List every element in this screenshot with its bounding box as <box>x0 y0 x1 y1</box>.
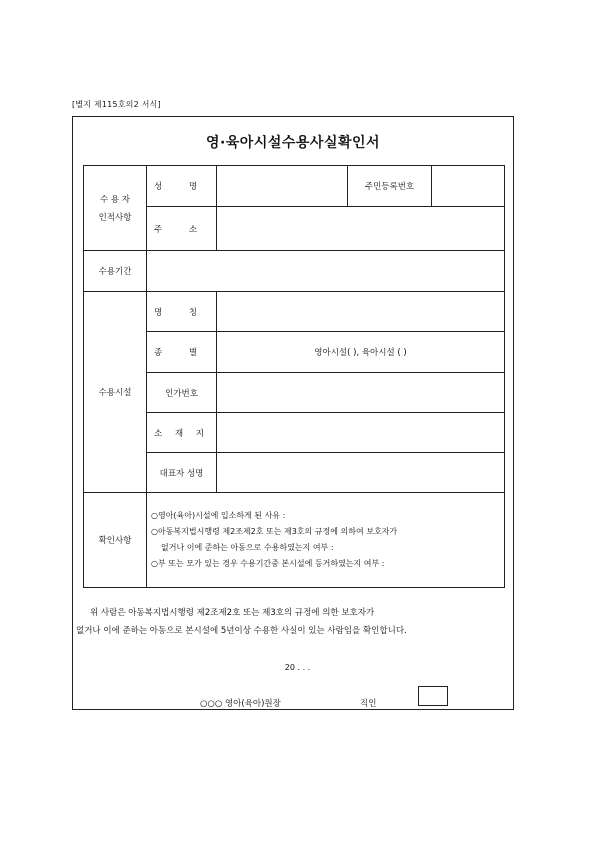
facility-group-label: 수용시설 <box>84 292 147 493</box>
table-row <box>84 453 505 493</box>
location-label: 소 재 지 <box>147 413 217 453</box>
confirm-label: 확인사항 <box>84 493 147 588</box>
rrn-label: 주민등록번호 <box>348 166 432 207</box>
confirm-line: ○부 또는 모가 있는 경우 수용기간중 본시설에 등거하였는지 여부 : <box>151 559 385 568</box>
date-line: 20 . . . <box>284 663 311 672</box>
table-row <box>84 373 505 413</box>
table-row <box>84 332 505 373</box>
table-row <box>84 166 505 207</box>
form-reference: [별지 제115호의2 서식] <box>72 100 161 109</box>
name-label: 성 명 <box>147 166 217 207</box>
location-field[interactable] <box>217 413 505 453</box>
facility-name-field[interactable] <box>217 292 505 332</box>
facility-name-label: 명 칭 <box>147 292 217 332</box>
confirm-line: ○아동복지법시행령 제2조제2호 또는 제3호의 규정에 의하여 보호자가 <box>151 527 398 536</box>
subject-group-label <box>84 166 147 251</box>
statement-line-1: 위 사람은 아동복지법시행령 제2조제2호 또는 제3호의 규정에 의한 보호자가 <box>90 608 375 618</box>
signer-name: ○○○ 영아(육아)원장 <box>200 699 281 709</box>
table-row <box>84 493 505 588</box>
name-field[interactable] <box>217 166 348 207</box>
confirm-line: 없거나 이에 준하는 아동으로 수용하였는지 여부 : <box>161 543 334 552</box>
permit-number-label: 인가번호 <box>147 373 217 413</box>
period-label: 수용기간 <box>84 251 147 292</box>
seal-label: 직인 <box>360 699 377 709</box>
representative-field[interactable] <box>217 453 505 493</box>
facility-type-field[interactable]: 영아시설( ), 육아시설 ( ) <box>217 332 505 373</box>
table-row <box>84 207 505 251</box>
confirm-line: ○영아(육아)시설에 입소하게 된 사유 : <box>151 511 286 520</box>
subject-group-line1: 수 용 자 <box>99 195 131 205</box>
facility-type-label: 종 별 <box>147 332 217 373</box>
table-row <box>84 292 505 332</box>
table-row <box>84 251 505 292</box>
info-table <box>83 165 505 588</box>
rrn-field[interactable] <box>432 166 505 207</box>
period-field[interactable] <box>147 251 505 292</box>
confirm-items[interactable] <box>147 493 505 588</box>
subject-group-line2: 인적사항 <box>98 213 132 223</box>
table-row <box>84 413 505 453</box>
document-title: 영·육아시설수용사실확인서 <box>205 135 381 151</box>
seal-box[interactable] <box>418 686 448 706</box>
representative-label: 대표자 성명 <box>147 453 217 493</box>
address-field[interactable] <box>217 207 505 251</box>
statement-line-2: 없거나 이에 준하는 아동으로 본시설에 5년이상 수용한 사실이 있는 사람임을 확인합니다. <box>76 626 407 636</box>
permit-number-field[interactable] <box>217 373 505 413</box>
address-label: 주 소 <box>147 207 217 251</box>
